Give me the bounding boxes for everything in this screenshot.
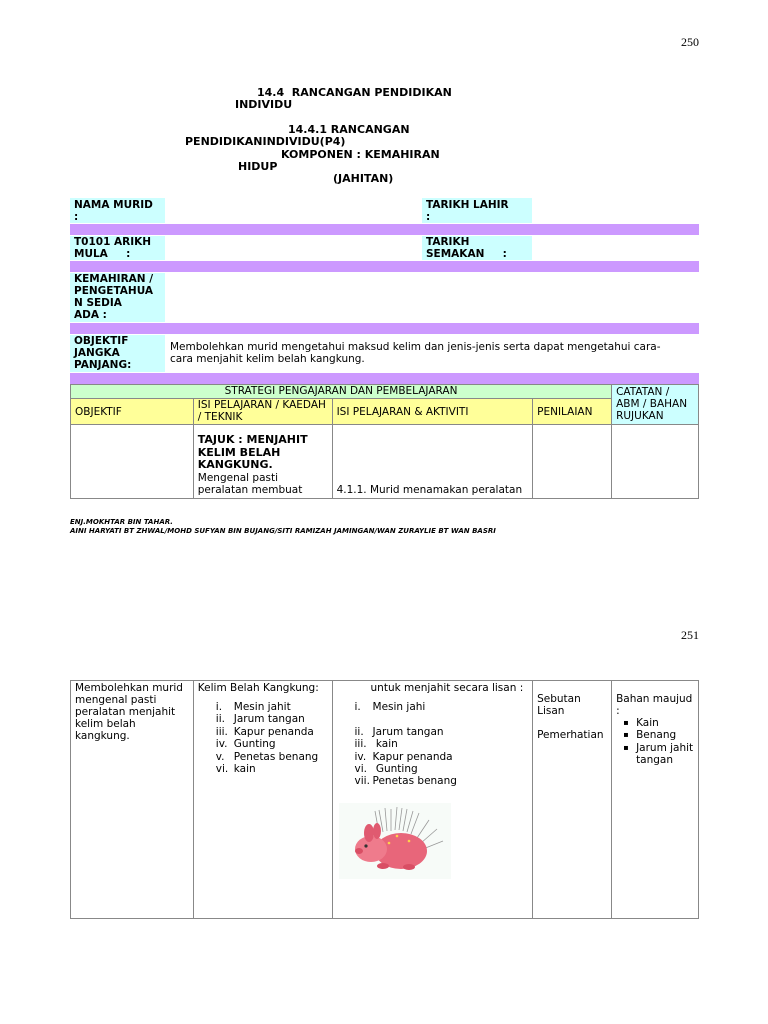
list-item-text: Mesin jahi <box>372 701 426 713</box>
penilaian-lisan: Sebutan Lisan <box>537 693 581 717</box>
list-item-text: kain <box>233 763 256 776</box>
isi-title: Kelim Belah Kangkung: <box>197 682 319 694</box>
bahan-item-text: Jarum jahit tangan <box>636 741 694 767</box>
label-line: TARIKH <box>426 236 470 248</box>
col-penilaian: PENILAIAN <box>533 399 612 425</box>
list-item-number: iii. <box>354 738 367 751</box>
isi-kaedah-cell <box>193 681 332 919</box>
isi-kaedah-cell <box>193 425 332 499</box>
list-item-number: iv. <box>354 750 367 763</box>
list-item-text: Gunting <box>372 763 418 776</box>
list-item-text: Gunting <box>233 738 276 751</box>
col-isi-kaedah: ISI PELAJARAN / KAEDAH / TEKNIK <box>193 399 332 425</box>
bahan-item <box>616 729 694 741</box>
col-isi-aktiviti: ISI PELAJARAN & AKTIVITI <box>332 399 533 425</box>
list-item <box>337 751 529 763</box>
list-item-text: kain <box>372 738 398 751</box>
penilaian-cell <box>533 425 612 499</box>
catatan-header: CATATAN / ABM / BAHAN RUJUKAN <box>612 385 699 425</box>
objektif-jangka-panjang-text: Membolehkan murid mengetahui maksud kelim dan jenis-jenis serta dapat mengetahui cara-cara menjahit kelim belah kangkung. <box>170 341 661 365</box>
heading-line: KOMPONEN : KEMAHIRAN <box>281 148 440 161</box>
square-bullet-icon: ▪ <box>623 730 629 740</box>
heading-line: HIDUP <box>238 160 278 173</box>
label-line: SEMAKAN : <box>426 248 507 260</box>
separator-bar <box>70 323 699 334</box>
separator-bar <box>70 373 699 384</box>
col-objektif: OBJEKTIF <box>71 399 194 425</box>
list-item-number: ii. <box>215 713 225 726</box>
bahan-list <box>616 717 694 767</box>
penilaian-cell <box>533 681 612 919</box>
list-item-text: Mesin jahit <box>233 701 291 713</box>
list-item-number: vii. <box>354 775 370 788</box>
label-line: NAMA MURID <box>74 199 153 211</box>
nama-murid-label <box>70 198 165 223</box>
objektif-jangka-panjang-label <box>70 335 165 372</box>
list-item-number: vi. <box>215 763 229 776</box>
list-item-number: i. <box>215 701 223 713</box>
list-item-number: iii. <box>215 725 228 738</box>
label-line: N SEDIA <box>74 297 122 309</box>
list-item <box>337 738 529 750</box>
list-item <box>198 751 328 763</box>
objektif-text: Membolehkan murid mengenal pasti peralatan menjahit kelim belah kangkung. <box>75 682 183 742</box>
isi-list <box>198 701 328 775</box>
list-item-text: Penetas benang <box>233 750 319 763</box>
list-item <box>198 763 328 775</box>
list-item <box>198 713 328 725</box>
list-item-text: Jarum tangan <box>233 713 305 726</box>
list-item <box>337 775 529 787</box>
list-item <box>337 726 529 738</box>
mengenal-text: Mengenal pasti peralatan membuat <box>197 471 303 496</box>
list-item-text: Kapur penanda <box>233 725 314 738</box>
strategi-header: STRATEGI PENGAJARAN DAN PEMBELAJARAN <box>71 385 612 399</box>
list-item <box>198 726 328 738</box>
heading-line: PENDIDIKANINDIVIDU(P4) <box>185 135 346 148</box>
hedgehog-pincushion-icon <box>339 803 451 879</box>
list-item <box>337 701 529 713</box>
aktiviti-title: untuk menjahit secara lisan : <box>370 682 524 694</box>
bahan-item-text: Benang <box>636 729 677 742</box>
heading-line: INDIVIDU <box>235 98 293 111</box>
label-line: MULA : <box>74 248 131 260</box>
pincushion-image <box>339 803 451 879</box>
footer-author: ENJ.MOKHTAR BIN TAHAR. <box>70 518 173 526</box>
heading-line: 14.4 RANCANGAN PENDIDIKAN <box>257 86 452 99</box>
isi-aktiviti-cell <box>332 681 533 919</box>
footer-contributors: AINI HARYATI BT ZHWAL/MOHD SUFYAN BIN BUJANG/SITI RAMIZAH JAMINGAN/WAN ZURAYLIE BT WAN BASRI <box>70 527 496 535</box>
bahan-cell <box>612 681 699 919</box>
bahan-item <box>616 742 694 767</box>
separator-bar <box>70 261 699 272</box>
tarikh-lahir-label <box>422 198 532 223</box>
label-line: TARIKH LAHIR <box>426 199 509 211</box>
list-item-number: v. <box>215 750 225 763</box>
label-line: T0101 ARIKH <box>74 236 152 248</box>
isi-aktiviti-cell <box>332 425 533 499</box>
label-line: ADA : <box>74 309 107 321</box>
heading-line: 14.4.1 RANCANGAN <box>288 123 410 136</box>
label-line: PENGETAHUA <box>74 285 154 297</box>
kemahiran-label <box>70 273 165 322</box>
objektif-cell <box>71 425 194 499</box>
label-line: OBJEKTIF <box>74 335 129 347</box>
list-item-text: Kapur penanda <box>372 750 453 763</box>
tajuk-text: TAJUK : MENJAHIT KELIM BELAH KANGKUNG. <box>197 433 308 471</box>
heading-line: (JAHITAN) <box>333 172 394 185</box>
list-item-text: Penetas benang <box>372 775 457 788</box>
list-item <box>198 701 328 713</box>
list-item-number <box>337 713 373 725</box>
aktiviti-411: 4.1.1. Murid menamakan peralatan <box>336 484 523 496</box>
catatan-cell <box>612 425 699 499</box>
bahan-item <box>616 717 694 729</box>
list-item <box>198 738 328 750</box>
objektif-cell <box>71 681 194 919</box>
separator-bar <box>70 224 699 235</box>
list-item-number: ii. <box>354 725 364 738</box>
list-item <box>337 763 529 775</box>
list-item <box>337 713 529 725</box>
penilaian-pemerhatian: Pemerhatian <box>537 729 604 741</box>
page-number: 250 <box>681 35 699 49</box>
bahan-item-text: Kain <box>636 717 659 729</box>
list-item-number: i. <box>354 701 361 713</box>
bahan-title: Bahan maujud : <box>616 693 693 717</box>
square-bullet-icon: ▪ <box>623 718 629 727</box>
aktiviti-list <box>337 701 529 788</box>
list-item-number: vi. <box>354 763 367 776</box>
list-item-text: Jarum tangan <box>372 725 444 738</box>
list-item-text <box>373 713 376 725</box>
label-line: : <box>426 211 431 223</box>
list-item-number: iv. <box>215 738 228 751</box>
lesson-table <box>70 680 699 919</box>
label-line: : <box>74 211 79 223</box>
label-line: KEMAHIRAN / <box>74 273 154 285</box>
tarikh-mula-label <box>70 236 165 260</box>
page-number: 251 <box>681 628 699 642</box>
strategy-table <box>70 384 699 499</box>
label-line: JANGKA <box>74 347 120 359</box>
square-bullet-icon: ▪ <box>623 742 629 752</box>
label-line: PANJANG: <box>74 359 132 371</box>
tarikh-semakan-label <box>422 236 532 260</box>
